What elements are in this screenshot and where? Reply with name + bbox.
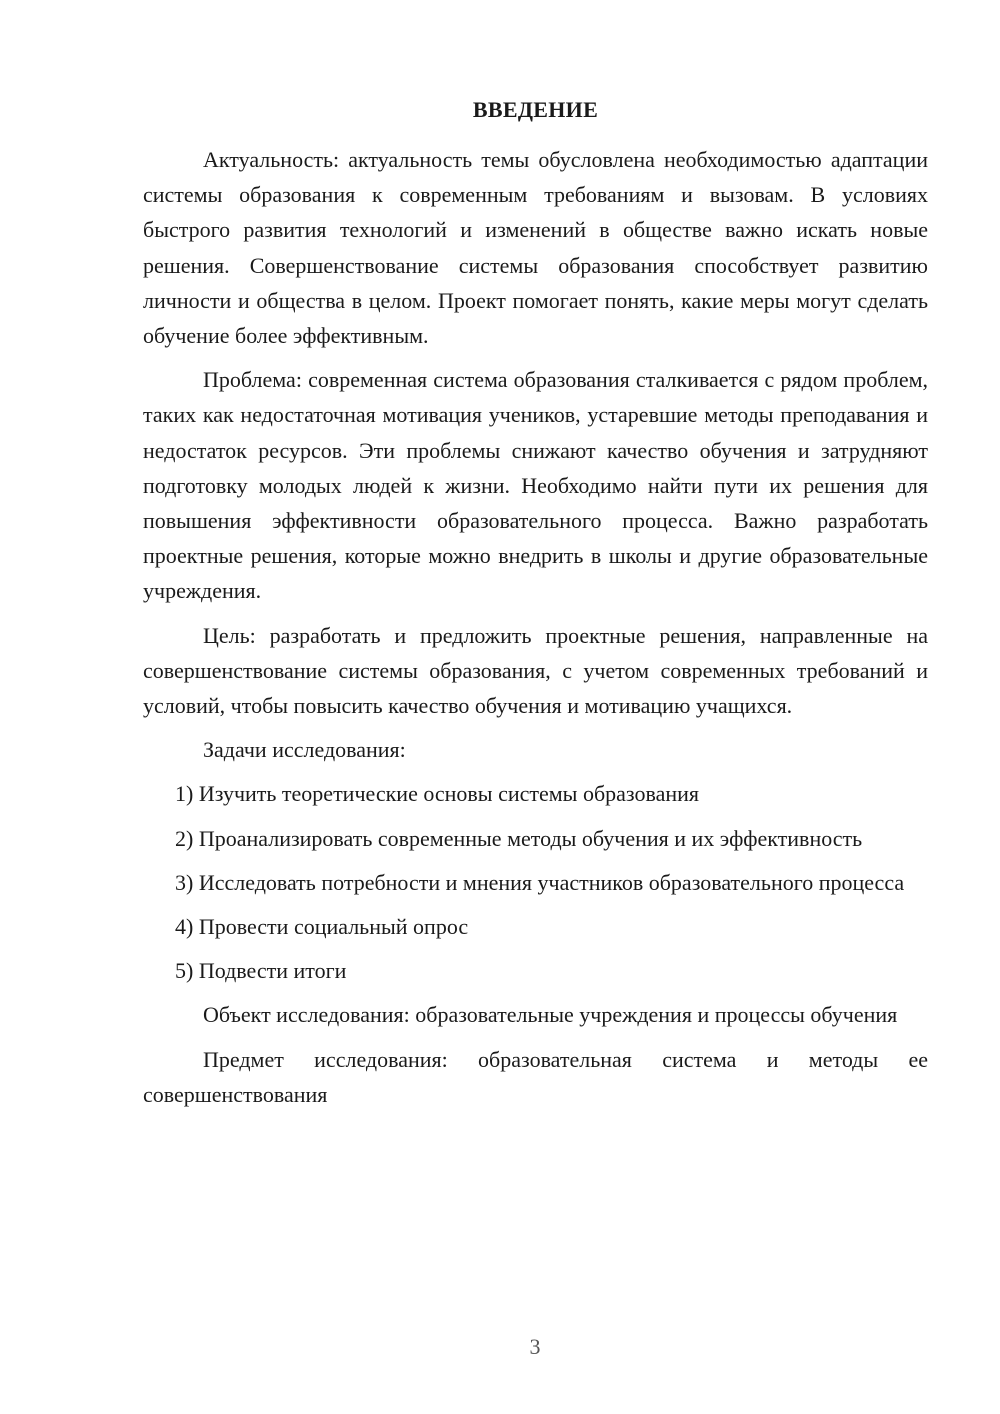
page-content xyxy=(143,92,928,1121)
task-item-5: 5) Подвести итоги xyxy=(175,958,347,984)
page-title: ВВЕДЕНИЕ xyxy=(472,97,599,122)
goal-paragraph: Цель: разработать и предложить проектные решения, направленные на совершенствование системы образования, с учетом современных требований и условий, чтобы повысить качество обучения и мотивацию учащихся. xyxy=(143,622,928,719)
task-item-4: 4) Провести социальный опрос xyxy=(175,914,469,940)
tasks-heading: Задачи исследования: xyxy=(203,737,406,763)
task-item-2: 2) Проанализировать современные методы обучения и их эффективность xyxy=(175,825,863,851)
research-object-paragraph: Объект исследования: образовательные учреждения и процессы обучения xyxy=(203,1002,898,1028)
relevance-paragraph: Актуальность: актуальность темы обусловлена необходимостью адаптации системы образования к современным требованиям и вызовам. В условиях быстрого развития технологий и изменений в обществе важно искать новые решения. Совершенствование системы образования способствует развитию личности и общества в целом. Проект помогает понять, какие меры могут сделать обучение более эффективным. xyxy=(143,147,928,349)
page-number: 3 xyxy=(529,1334,541,1359)
research-subject-paragraph: Предмет исследования: образовательная система и методы ее совершенствования xyxy=(143,1046,928,1107)
task-item-1: 1) Изучить теоретические основы системы образования xyxy=(175,781,700,807)
task-item-3: 3) Исследовать потребности и мнения участников образовательного процесса xyxy=(175,869,905,895)
problem-paragraph: Проблема: современная система образования сталкивается с рядом проблем, таких как недостаточная мотивация учеников, устаревшие методы преподавания и недостаток ресурсов. Эти проблемы снижают качество обучения и затрудняют подготовку молодых людей к жизни. Необходимо найти пути их решения для повышения эффективности образовательного процесса. Важно разработать проектные решения, которые можно внедрить в школы и другие образовательные учреждения. xyxy=(143,367,928,604)
